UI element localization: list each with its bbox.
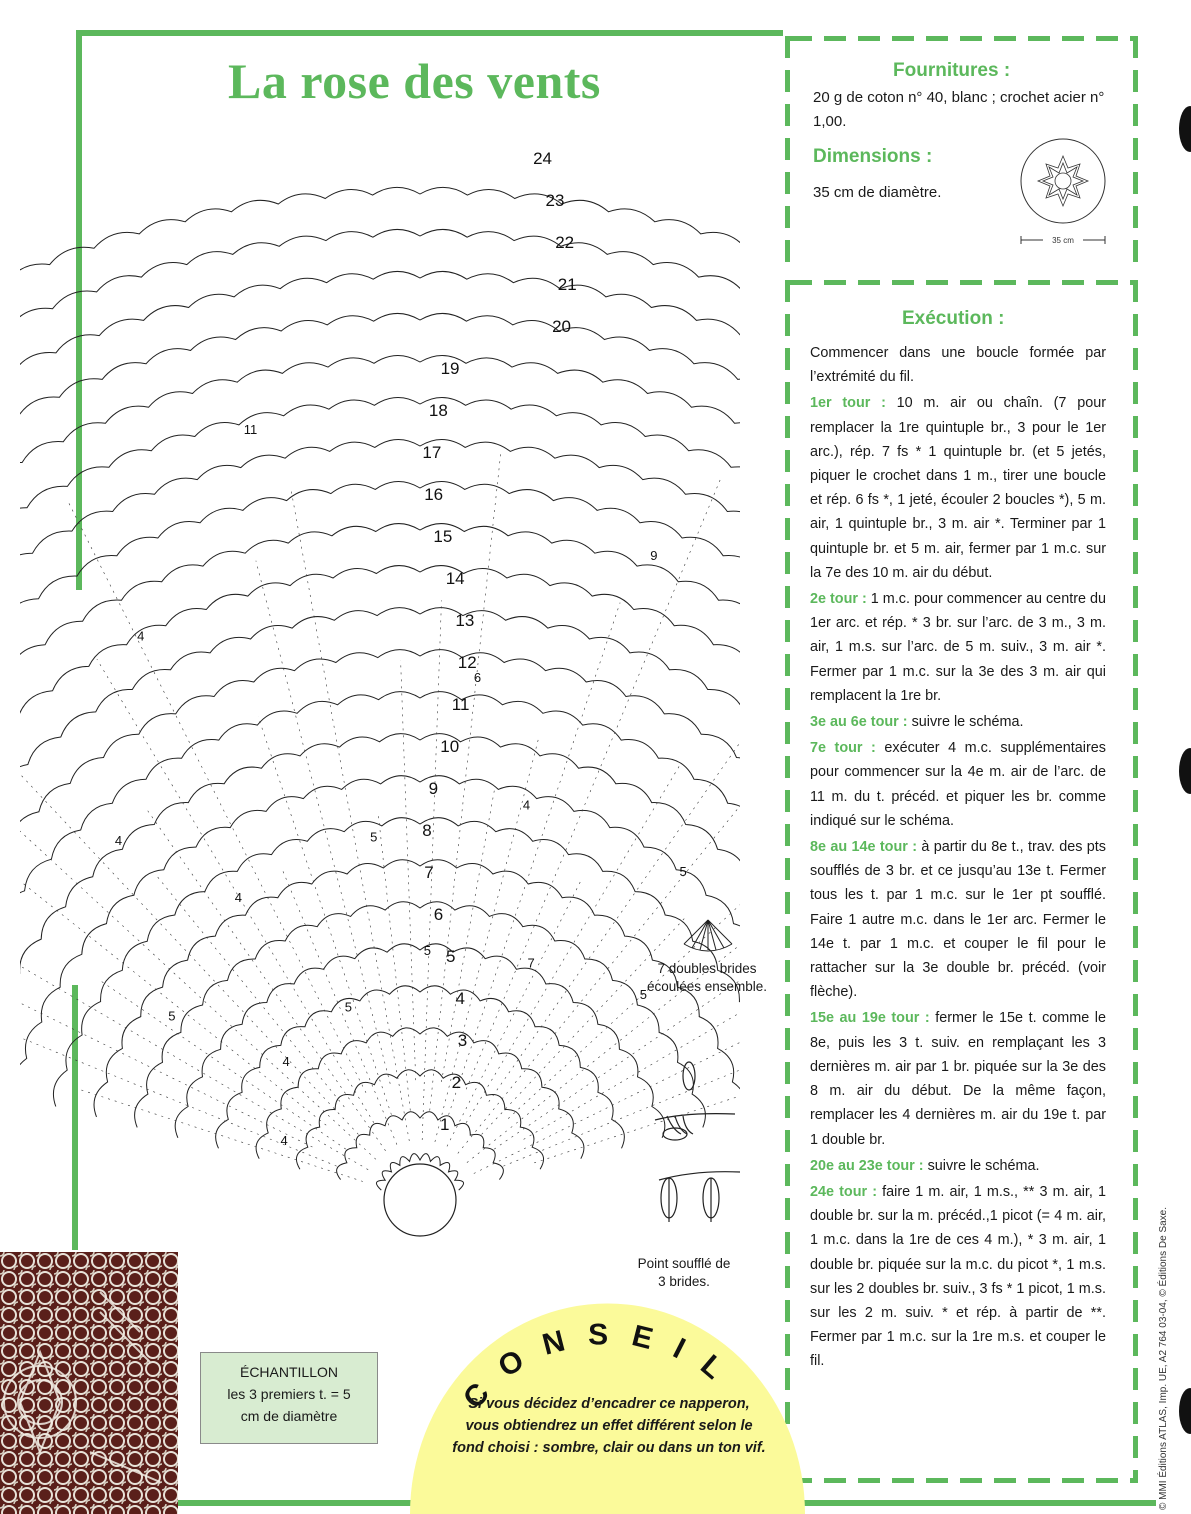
frame-top [78, 30, 783, 36]
chart-stitch-spoke [20, 793, 376, 1159]
chart-round-arc [20, 397, 740, 1002]
dimensions-heading: Dimensions : [813, 146, 933, 167]
step-text: suivre le schéma. [923, 1157, 1040, 1174]
chart-stitch-spoke [20, 908, 312, 1147]
dimensions-diagram-label: 35 cm [1052, 236, 1074, 245]
conseil-text: Si vous décidez d’encadrer ce napperon, vous obtiendrez un effet différent selon le fond choisi : sombre, clair ou dans un ton vif. [452, 1396, 766, 1456]
chart-round-number: 13 [455, 611, 475, 630]
chart-round-number: 17 [422, 443, 442, 462]
chart-stitch-spoke [430, 454, 501, 1110]
step-text: exécuter 4 m.c. supplémentaires pour commencer sur la 4e m. air de l’arc. de 11 m. du t. précéd. et piquer les br. comme indiqué sur le schéma. [810, 740, 1106, 829]
chart-round-number: 19 [440, 359, 460, 378]
chart-round-number: 24 [533, 149, 553, 168]
step-text: suivre le schéma. [907, 714, 1024, 731]
chart-round-number: 9 [428, 779, 439, 798]
chart-stitch-spoke [20, 836, 368, 1169]
chart-stitch-count: 5 [639, 986, 648, 1002]
chart-stitch-count: 6 [473, 669, 482, 685]
chart-round-number: 6 [433, 905, 444, 924]
chart-round-number: 4 [455, 989, 465, 1008]
chart-stitch-spoke [401, 660, 416, 1080]
chart-stitch-count: 4 [114, 833, 123, 849]
chart-stitch-count: 5 [344, 999, 352, 1015]
chart-round-number: 21 [557, 275, 577, 294]
chart-stitch-count: 4 [282, 1054, 290, 1069]
execution-box-top [790, 280, 1138, 285]
chart-round-number: 23 [545, 191, 565, 210]
step-label: 7e tour : [810, 740, 876, 757]
step-label: 15e au 19e tour : [810, 1010, 930, 1027]
chart-stitch-spoke [435, 735, 540, 1142]
seven-doubles-caption: 7 doubles brides écoulées ensemble. [646, 961, 768, 994]
chart-stitch-spoke [291, 492, 409, 1141]
chart-round-number: 22 [555, 233, 575, 252]
conseil-heading: CONSEIL [457, 1318, 747, 1416]
execution-step [810, 736, 1106, 833]
execution-step [810, 1006, 1106, 1151]
chart-round-arc [135, 902, 706, 1128]
execution-step [810, 710, 1106, 734]
dimensions-diagram [1018, 136, 1108, 250]
chart-round-number: 3 [457, 1031, 468, 1050]
copyright: © MMI Éditions ATLAS, Imp. UE, A2 764 03-04, © Éditions De Saxe. [1158, 1206, 1169, 1510]
chart-center-ring [384, 1164, 456, 1236]
chart-stitch-count: 4 [280, 1132, 288, 1148]
execution-step [810, 1154, 1106, 1178]
chart-round-arc [337, 1112, 504, 1180]
step-text: faire 1 m. air, 1 m.s., ** 3 m. air, 1 double br. sur la m. précéd.,1 picot (= 4 m. air, 1 m.c. dans la 1re de ces 4 m.), * 3 m. air, 1 double br. piquée sur la m.c. du picot *, 1 m.s. sur les 2 doubles br. suiv., 3 fs * 1 picot, 1 m.s. sur les 2 m. suiv. * et rép. à partir de **. Fermer par 1 m.c. sur la 1re m.s. et couper le fil. [810, 1183, 1107, 1370]
chart-stitch-count: 9 [650, 548, 658, 564]
chart-round-arc [20, 650, 740, 1065]
step-label: 20e au 23e tour : [810, 1157, 924, 1174]
chart-round-arc [296, 1070, 543, 1169]
step-label: 24e tour : [810, 1183, 878, 1200]
chart-round-arc [20, 187, 740, 949]
fournitures-box-top [790, 36, 1138, 41]
execution-heading: Exécution : [902, 308, 1005, 329]
binder-hole [1179, 106, 1191, 152]
chart-stitch-spoke [256, 561, 390, 1084]
chart-stitch-spoke [258, 716, 391, 1114]
execution-instructions [810, 341, 1106, 1376]
step-text: fermer le 15e t. comme le 8e, puis les 3 t. suiv. en remplaçant les 3 dernières m. air par 1 br. piquée sur la 3e des 8 m. air du début. De la même façon, remplacer les 4 dernières m. air du 19e t. par 1 double br. [810, 1010, 1106, 1148]
step-text: 10 m. air ou chaîn. (7 pour remplacer la 1re quintuple br., 3 pour le 1er arc.), rép. 7 fs * 1 quintuple br. (et 5 jetés, piquer le crochet dans 1 m., tirer une boucle et rép. 6 fs *, 1 jeté, écouler 2 boucles *), 5 m. air, 1 quintuple br., 3 m. air *. Terminer par 1 quintuple br. et 5 m. air, fermer par 1 m.c. sur la 7e des 10 m. air du début. [810, 395, 1106, 581]
execution-intro: Commencer dans une boucle formée par l’extrémité du fil. [810, 345, 1106, 386]
step-label: 2e tour : [810, 591, 867, 608]
chart-stitch-spoke [155, 874, 344, 1107]
seven-doubles-symbol [678, 914, 738, 954]
chart-round-arc [376, 1154, 463, 1191]
chart-stitch-count: 7 [527, 955, 535, 971]
chart-stitch-spoke [145, 807, 386, 1151]
fournitures-box-left [785, 36, 790, 266]
chart-stitch-spoke [20, 1008, 337, 1166]
step-label: 8e au 14e tour : [810, 839, 918, 856]
binder-hole [1179, 748, 1191, 794]
chart-stitch-count: 5 [423, 943, 432, 958]
chart-stitch-count: 5 [370, 829, 378, 845]
chart-round-number: 5 [446, 947, 456, 966]
chart-stitch-spoke [78, 1089, 363, 1182]
echantillon-text: les 3 premiers t. = 5 cm de diamètre [227, 1386, 351, 1424]
execution-step [810, 587, 1106, 708]
chart-round-number: 11 [451, 695, 470, 714]
chart-round-arc [20, 566, 740, 1044]
step-text: 1 m.c. pour commencer au centre du 1er arc. et rép. * 3 br. sur l’arc. de 3 m., 3 m. air, 1 m.s. sur l’arc. de 5 m. suiv., 3 m. air *. Fermer par 1 m.c. sur la 3e des 3 m. air qui remplacent la 1re br. [810, 591, 1106, 704]
chart-stitch-spoke [441, 787, 495, 1082]
doily-photo [0, 1252, 178, 1514]
chart-round-number: 15 [433, 527, 453, 546]
chart-round-arc [20, 439, 740, 1012]
chart-round-arc [20, 692, 740, 1076]
chart-stitch-spoke [489, 659, 740, 1101]
chart-round-arc [20, 524, 740, 1034]
fournitures-box-right [1133, 36, 1138, 266]
page-title: La rose des vents [228, 53, 601, 109]
execution-step [810, 1180, 1106, 1374]
chart-round-number: 10 [440, 737, 460, 756]
chart-round-number: 2 [451, 1073, 462, 1092]
chart-round-arc [20, 776, 740, 1096]
fournitures-text: 20 g de coton n° 40, blanc ; crochet acier n° 1,00. [813, 89, 1105, 130]
chart-stitch-spoke [20, 653, 358, 1134]
chart-round-arc [216, 986, 625, 1148]
chart-stitch-count: 4 [234, 889, 242, 905]
chart-round-arc [20, 734, 740, 1086]
step-label: 3e au 6e tour : [810, 714, 908, 731]
puff-stitch-symbols [645, 1058, 745, 1248]
crochet-chart [20, 110, 740, 1300]
chart-stitch-count: 11 [243, 422, 258, 437]
echantillon-title: ÉCHANTILLON [239, 1364, 339, 1380]
chart-stitch-spoke [378, 812, 410, 1110]
chart-stitch-count: 4 [137, 628, 145, 644]
chart-stitch-spoke [69, 503, 366, 1092]
execution-step [810, 391, 1106, 585]
chart-round-number: 1 [440, 1115, 450, 1134]
chart-stitch-count: 5 [679, 864, 687, 880]
chart-stitch-spoke [447, 879, 582, 1147]
chart-round-number: 16 [424, 485, 444, 504]
binder-hole [1179, 1388, 1191, 1434]
chart-round-arc [175, 944, 665, 1138]
execution-step [810, 835, 1106, 1004]
chart-round-number: 7 [424, 863, 434, 882]
dimensions-text: 35 cm de diamètre. [813, 184, 942, 201]
chart-round-number: 8 [422, 821, 432, 840]
chart-round-number: 18 [428, 401, 448, 420]
chart-round-arc [256, 1028, 584, 1159]
execution-box-bottom [790, 1478, 1138, 1483]
execution-box-right [1133, 280, 1138, 1480]
step-text: à partir du 8e t., trav. des pts soufflés de 3 br. et ce jusqu’au 13e t. Fermer tous les t. par 1 m.c. sur le 1er pt soufflé. Faire 1 autre m.c. dans le 1er arc. Fermer le 14e t. par 1 m.c. et couper le fil pour le rattacher sur la 3e double br. précéd. (voir flèche). [810, 839, 1106, 1001]
step-label: 1er tour : [810, 395, 886, 412]
chart-round-arc [20, 313, 740, 981]
chart-round-number: 20 [552, 317, 572, 336]
chart-round-number: 14 [445, 569, 465, 588]
chart-stitch-count: 4 [522, 797, 531, 813]
fournitures-heading: Fournitures : [893, 60, 1011, 81]
chart-round-arc [20, 482, 740, 1023]
chart-stitch-spoke [466, 480, 720, 1089]
echantillon-box [200, 1352, 378, 1444]
puff-stitch-caption: Point soufflé de 3 brides. [637, 1256, 731, 1289]
chart-stitch-count: 5 [168, 1008, 176, 1024]
chart-round-number: 12 [457, 653, 477, 672]
